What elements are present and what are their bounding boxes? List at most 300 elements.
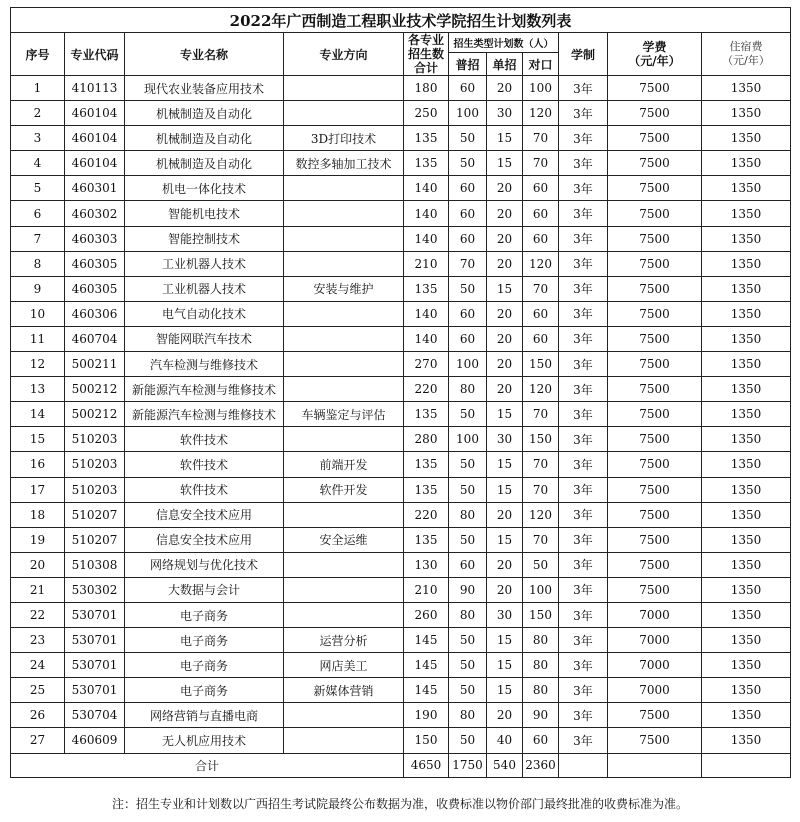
cell-single: 15 [487,151,523,176]
cell-name: 大数据与会计 [125,577,284,602]
cell-dual: 70 [523,527,559,552]
header-tuition-line1: 学费 [642,40,667,54]
cell-years: 3年 [559,452,608,477]
cell-dorm: 1350 [702,577,791,602]
cell-single: 20 [487,301,523,326]
cell-general: 50 [449,653,487,678]
header-name: 专业名称 [125,33,284,76]
cell-years: 3年 [559,402,608,427]
table-row [11,151,791,176]
table-body [11,76,791,754]
cell-name: 无人机应用技术 [125,728,284,753]
cell-code: 460609 [65,728,125,753]
cell-single: 20 [487,76,523,101]
totals-single: 540 [487,753,523,777]
cell-years: 3年 [559,377,608,402]
cell-total: 135 [404,477,449,502]
cell-single: 30 [487,602,523,627]
cell-tuition: 7500 [608,101,702,126]
cell-direction [284,352,404,377]
cell-code: 510203 [65,477,125,502]
cell-general: 50 [449,477,487,502]
cell-total: 140 [404,176,449,201]
cell-single: 30 [487,427,523,452]
header-dorm-line2: （元/年） [722,54,770,67]
cell-total: 135 [404,151,449,176]
table-row [11,352,791,377]
cell-tuition: 7500 [608,226,702,251]
cell-dorm: 1350 [702,427,791,452]
cell-seq: 25 [11,678,65,703]
cell-direction [284,602,404,627]
cell-code: 510207 [65,502,125,527]
cell-single: 20 [487,377,523,402]
cell-dual: 70 [523,126,559,151]
cell-name: 新能源汽车检测与维修技术 [125,402,284,427]
table-header [11,8,791,76]
cell-tuition: 7500 [608,251,702,276]
cell-years: 3年 [559,477,608,502]
cell-name: 电子商务 [125,628,284,653]
cell-years: 3年 [559,678,608,703]
cell-dorm: 1350 [702,502,791,527]
cell-direction: 软件开发 [284,477,404,502]
cell-general: 60 [449,76,487,101]
cell-name: 软件技术 [125,427,284,452]
cell-name: 信息安全技术应用 [125,527,284,552]
cell-dual: 60 [523,176,559,201]
cell-single: 20 [487,552,523,577]
cell-general: 50 [449,151,487,176]
table-row [11,377,791,402]
cell-code: 530701 [65,628,125,653]
cell-dual: 100 [523,577,559,602]
cell-name: 工业机器人技术 [125,276,284,301]
cell-general: 50 [449,452,487,477]
table-row [11,653,791,678]
cell-tuition: 7500 [608,402,702,427]
cell-general: 70 [449,251,487,276]
cell-tuition: 7000 [608,678,702,703]
table-row [11,101,791,126]
cell-seq: 16 [11,452,65,477]
cell-dorm: 1350 [702,602,791,627]
cell-years: 3年 [559,602,608,627]
cell-tuition: 7500 [608,377,702,402]
cell-name: 汽车检测与维修技术 [125,352,284,377]
cell-seq: 2 [11,101,65,126]
header-tuition [608,33,702,76]
cell-code: 460305 [65,276,125,301]
cell-total: 130 [404,552,449,577]
cell-general: 50 [449,527,487,552]
cell-years: 3年 [559,101,608,126]
cell-dual: 150 [523,427,559,452]
cell-seq: 3 [11,126,65,151]
cell-seq: 15 [11,427,65,452]
table-row [11,577,791,602]
cell-dual: 150 [523,352,559,377]
cell-total: 140 [404,301,449,326]
cell-tuition: 7500 [608,577,702,602]
cell-dorm: 1350 [702,176,791,201]
cell-total: 260 [404,602,449,627]
cell-seq: 9 [11,276,65,301]
cell-general: 80 [449,377,487,402]
cell-total: 220 [404,377,449,402]
cell-code: 530701 [65,602,125,627]
cell-seq: 8 [11,251,65,276]
cell-direction [284,176,404,201]
cell-name: 智能网联汽车技术 [125,326,284,351]
cell-direction [284,101,404,126]
cell-single: 20 [487,226,523,251]
cell-total: 140 [404,326,449,351]
cell-total: 270 [404,352,449,377]
cell-name: 软件技术 [125,452,284,477]
table-row [11,527,791,552]
cell-name: 智能机电技术 [125,201,284,226]
cell-dual: 80 [523,628,559,653]
cell-general: 90 [449,577,487,602]
cell-tuition: 7500 [608,477,702,502]
cell-general: 60 [449,176,487,201]
cell-dual: 120 [523,502,559,527]
cell-general: 50 [449,126,487,151]
cell-dual: 70 [523,402,559,427]
cell-single: 15 [487,477,523,502]
cell-years: 3年 [559,703,608,728]
cell-single: 15 [487,126,523,151]
table-row [11,728,791,753]
table-row [11,628,791,653]
cell-single: 20 [487,326,523,351]
cell-direction [284,76,404,101]
cell-tuition: 7500 [608,126,702,151]
cell-single: 20 [487,251,523,276]
cell-name: 网络营销与直播电商 [125,703,284,728]
cell-dual: 120 [523,251,559,276]
cell-single: 15 [487,452,523,477]
cell-name: 软件技术 [125,477,284,502]
cell-code: 500212 [65,402,125,427]
cell-code: 460104 [65,101,125,126]
cell-tuition: 7500 [608,326,702,351]
cell-general: 60 [449,326,487,351]
cell-direction [284,201,404,226]
cell-dual: 80 [523,653,559,678]
cell-direction [284,377,404,402]
cell-general: 100 [449,352,487,377]
cell-years: 3年 [559,527,608,552]
cell-tuition: 7500 [608,352,702,377]
table-row [11,251,791,276]
cell-total: 135 [404,276,449,301]
cell-single: 20 [487,577,523,602]
totals-empty-years [559,753,608,777]
cell-general: 100 [449,101,487,126]
cell-dorm: 1350 [702,628,791,653]
cell-name: 机械制造及自动化 [125,101,284,126]
cell-name: 电子商务 [125,602,284,627]
cell-code: 460104 [65,126,125,151]
cell-dorm: 1350 [702,352,791,377]
header-total-line2: 招生数 [407,47,444,61]
table-row [11,402,791,427]
cell-years: 3年 [559,251,608,276]
cell-years: 3年 [559,427,608,452]
header-total [404,33,449,76]
table-row [11,276,791,301]
cell-dual: 80 [523,678,559,703]
cell-general: 50 [449,678,487,703]
cell-name: 机械制造及自动化 [125,126,284,151]
cell-code: 500211 [65,352,125,377]
cell-tuition: 7000 [608,602,702,627]
cell-direction: 安全运维 [284,527,404,552]
cell-single: 20 [487,352,523,377]
totals-general: 1750 [449,753,487,777]
cell-general: 50 [449,628,487,653]
table-row [11,477,791,502]
cell-total: 180 [404,76,449,101]
cell-direction: 安装与维护 [284,276,404,301]
cell-dual: 60 [523,226,559,251]
cell-code: 530701 [65,678,125,703]
cell-tuition: 7500 [608,276,702,301]
cell-code: 410113 [65,76,125,101]
header-dorm-line1: 住宿费 [729,40,763,53]
cell-dorm: 1350 [702,201,791,226]
cell-dorm: 1350 [702,276,791,301]
cell-direction [284,502,404,527]
totals-empty-dorm [702,753,791,777]
cell-total: 250 [404,101,449,126]
cell-dorm: 1350 [702,703,791,728]
cell-direction [284,326,404,351]
cell-seq: 17 [11,477,65,502]
cell-name: 现代农业装备应用技术 [125,76,284,101]
cell-years: 3年 [559,301,608,326]
cell-tuition: 7500 [608,703,702,728]
cell-direction: 数控多轴加工技术 [284,151,404,176]
table-row [11,602,791,627]
table-row [11,502,791,527]
table-row [11,678,791,703]
table-row [11,703,791,728]
cell-single: 40 [487,728,523,753]
cell-tuition: 7500 [608,452,702,477]
cell-code: 500212 [65,377,125,402]
cell-single: 15 [487,276,523,301]
cell-seq: 23 [11,628,65,653]
cell-tuition: 7500 [608,728,702,753]
cell-direction [284,728,404,753]
header-direction: 专业方向 [284,33,404,76]
cell-years: 3年 [559,276,608,301]
cell-single: 15 [487,402,523,427]
cell-seq: 4 [11,151,65,176]
header-code: 专业代码 [65,33,125,76]
cell-total: 210 [404,577,449,602]
cell-years: 3年 [559,76,608,101]
cell-single: 15 [487,527,523,552]
cell-dual: 60 [523,301,559,326]
header-dual: 对口 [523,53,559,76]
cell-tuition: 7500 [608,552,702,577]
cell-years: 3年 [559,126,608,151]
cell-code: 460704 [65,326,125,351]
cell-dual: 90 [523,703,559,728]
cell-total: 135 [404,402,449,427]
cell-dual: 70 [523,151,559,176]
cell-general: 60 [449,201,487,226]
cell-tuition: 7500 [608,176,702,201]
cell-seq: 18 [11,502,65,527]
header-total-line1: 各专业 [407,33,444,47]
cell-dual: 100 [523,76,559,101]
cell-dual: 120 [523,101,559,126]
cell-direction [284,427,404,452]
cell-dorm: 1350 [702,728,791,753]
cell-total: 135 [404,126,449,151]
cell-seq: 21 [11,577,65,602]
cell-total: 135 [404,452,449,477]
cell-code: 530701 [65,653,125,678]
cell-name: 信息安全技术应用 [125,502,284,527]
cell-seq: 20 [11,552,65,577]
cell-seq: 14 [11,402,65,427]
cell-tuition: 7500 [608,502,702,527]
cell-direction [284,226,404,251]
cell-seq: 26 [11,703,65,728]
cell-total: 150 [404,728,449,753]
cell-tuition: 7000 [608,628,702,653]
cell-general: 100 [449,427,487,452]
cell-direction [284,552,404,577]
header-years: 学制 [559,33,608,76]
cell-dual: 120 [523,377,559,402]
cell-direction: 前端开发 [284,452,404,477]
cell-seq: 7 [11,226,65,251]
cell-direction [284,703,404,728]
cell-general: 60 [449,226,487,251]
cell-total: 280 [404,427,449,452]
cell-dual: 50 [523,552,559,577]
cell-dorm: 1350 [702,301,791,326]
cell-direction [284,577,404,602]
cell-dorm: 1350 [702,101,791,126]
cell-dual: 150 [523,602,559,627]
table-row [11,427,791,452]
table-row [11,76,791,101]
cell-code: 460305 [65,251,125,276]
cell-total: 220 [404,502,449,527]
cell-seq: 6 [11,201,65,226]
cell-direction: 运营分析 [284,628,404,653]
cell-general: 60 [449,552,487,577]
cell-name: 新能源汽车检测与维修技术 [125,377,284,402]
cell-general: 50 [449,276,487,301]
cell-years: 3年 [559,577,608,602]
table-row [11,452,791,477]
totals-dual: 2360 [523,753,559,777]
cell-general: 60 [449,301,487,326]
cell-years: 3年 [559,176,608,201]
cell-code: 460302 [65,201,125,226]
cell-dorm: 1350 [702,151,791,176]
cell-dorm: 1350 [702,452,791,477]
cell-tuition: 7000 [608,653,702,678]
cell-single: 20 [487,502,523,527]
table-row [11,176,791,201]
cell-dorm: 1350 [702,477,791,502]
cell-direction: 车辆鉴定与评估 [284,402,404,427]
footnote: 注：招生专业和计划数以广西招生考试院最终公布数据为准，收费标准以物价部门最终批准的收费标准为准。 [111,797,688,811]
header-single: 单招 [487,53,523,76]
cell-general: 50 [449,402,487,427]
enrollment-plan-table [10,7,791,778]
cell-seq: 5 [11,176,65,201]
header-tuition-line2: （元/年） [628,54,681,68]
cell-name: 机械制造及自动化 [125,151,284,176]
header-general: 普招 [449,53,487,76]
cell-years: 3年 [559,201,608,226]
table-row [11,326,791,351]
cell-name: 电子商务 [125,653,284,678]
cell-name: 机电一体化技术 [125,176,284,201]
cell-tuition: 7500 [608,151,702,176]
cell-tuition: 7500 [608,301,702,326]
cell-seq: 12 [11,352,65,377]
cell-dorm: 1350 [702,251,791,276]
cell-single: 15 [487,678,523,703]
cell-total: 190 [404,703,449,728]
cell-years: 3年 [559,226,608,251]
cell-code: 530704 [65,703,125,728]
cell-seq: 24 [11,653,65,678]
cell-single: 20 [487,176,523,201]
cell-total: 135 [404,527,449,552]
cell-years: 3年 [559,728,608,753]
cell-dual: 60 [523,728,559,753]
cell-single: 20 [487,201,523,226]
cell-general: 80 [449,703,487,728]
header-dorm [702,33,791,76]
cell-code: 460301 [65,176,125,201]
cell-code: 510203 [65,427,125,452]
cell-total: 145 [404,628,449,653]
table-row [11,552,791,577]
cell-direction: 3D打印技术 [284,126,404,151]
cell-dual: 70 [523,477,559,502]
cell-tuition: 7500 [608,527,702,552]
cell-seq: 13 [11,377,65,402]
cell-code: 530302 [65,577,125,602]
totals-empty-tuition [608,753,702,777]
cell-tuition: 7500 [608,76,702,101]
cell-name: 智能控制技术 [125,226,284,251]
cell-dual: 70 [523,452,559,477]
cell-dorm: 1350 [702,326,791,351]
cell-tuition: 7500 [608,427,702,452]
cell-years: 3年 [559,653,608,678]
cell-seq: 1 [11,76,65,101]
cell-total: 145 [404,653,449,678]
cell-dual: 60 [523,201,559,226]
cell-dorm: 1350 [702,76,791,101]
cell-seq: 11 [11,326,65,351]
